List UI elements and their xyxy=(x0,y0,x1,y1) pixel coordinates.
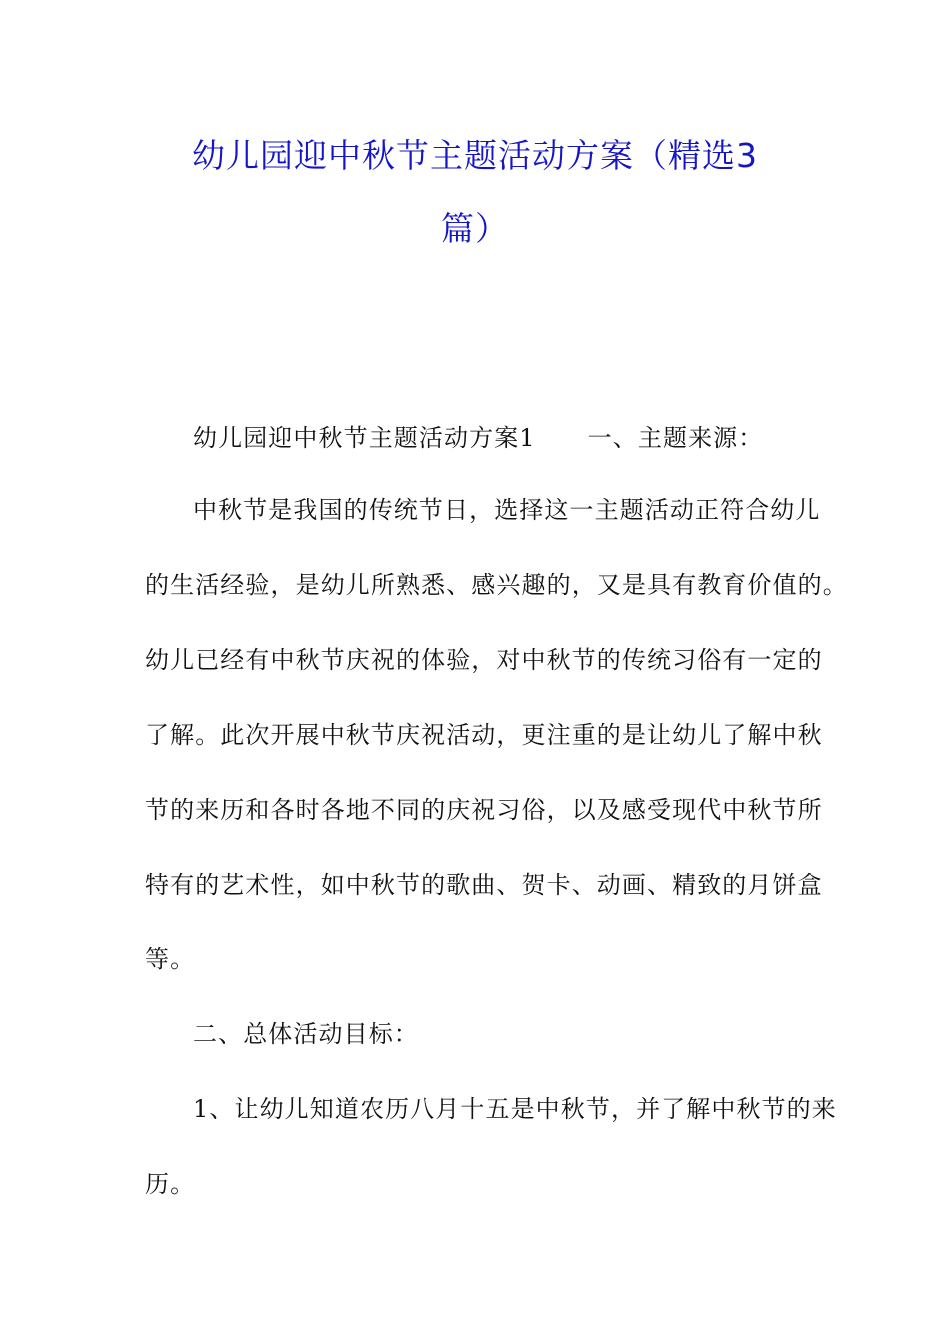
plan-heading-line xyxy=(193,422,815,454)
section-2-heading: 二、总体活动目标： xyxy=(193,1020,419,1048)
paragraph-1-line-2: 的生活经验，是幼儿所熟悉、感兴趣的，又是具有教育价值的。 xyxy=(145,571,848,599)
paragraph-1-line-4: 了解。此次开展中秋节庆祝活动，更注重的是让幼儿了解中秋 xyxy=(145,721,823,749)
paragraph-1-line-3: 幼儿已经有中秋节庆祝的体验，对中秋节的传统习俗有一定的 xyxy=(145,646,823,674)
plan-heading: 幼儿园迎中秋节主题活动方案1 xyxy=(193,424,536,452)
paragraph-1-line-7: 等。 xyxy=(145,945,196,973)
goal-1-line-2: 历。 xyxy=(145,1170,196,1198)
paragraph-1-line-5: 节的来历和各时各地不同的庆祝习俗，以及感受现代中秋节所 xyxy=(145,796,823,824)
document-title-line-2: 篇） xyxy=(441,209,509,248)
paragraph-1-line-6: 特有的艺术性，如中秋节的歌曲、贺卡、动画、精致的月饼盒 xyxy=(145,871,823,899)
paragraph-1-line-1: 中秋节是我国的传统节日，选择这一主题活动正符合幼儿 xyxy=(193,496,821,524)
document-title-line-1: 幼儿园迎中秋节主题活动方案（精选3 xyxy=(192,136,758,175)
goal-1-line-1: 1、让幼儿知道农历八月十五是中秋节，并了解中秋节的来 xyxy=(193,1095,837,1123)
section-1-heading: 一、主题来源： xyxy=(587,424,764,452)
